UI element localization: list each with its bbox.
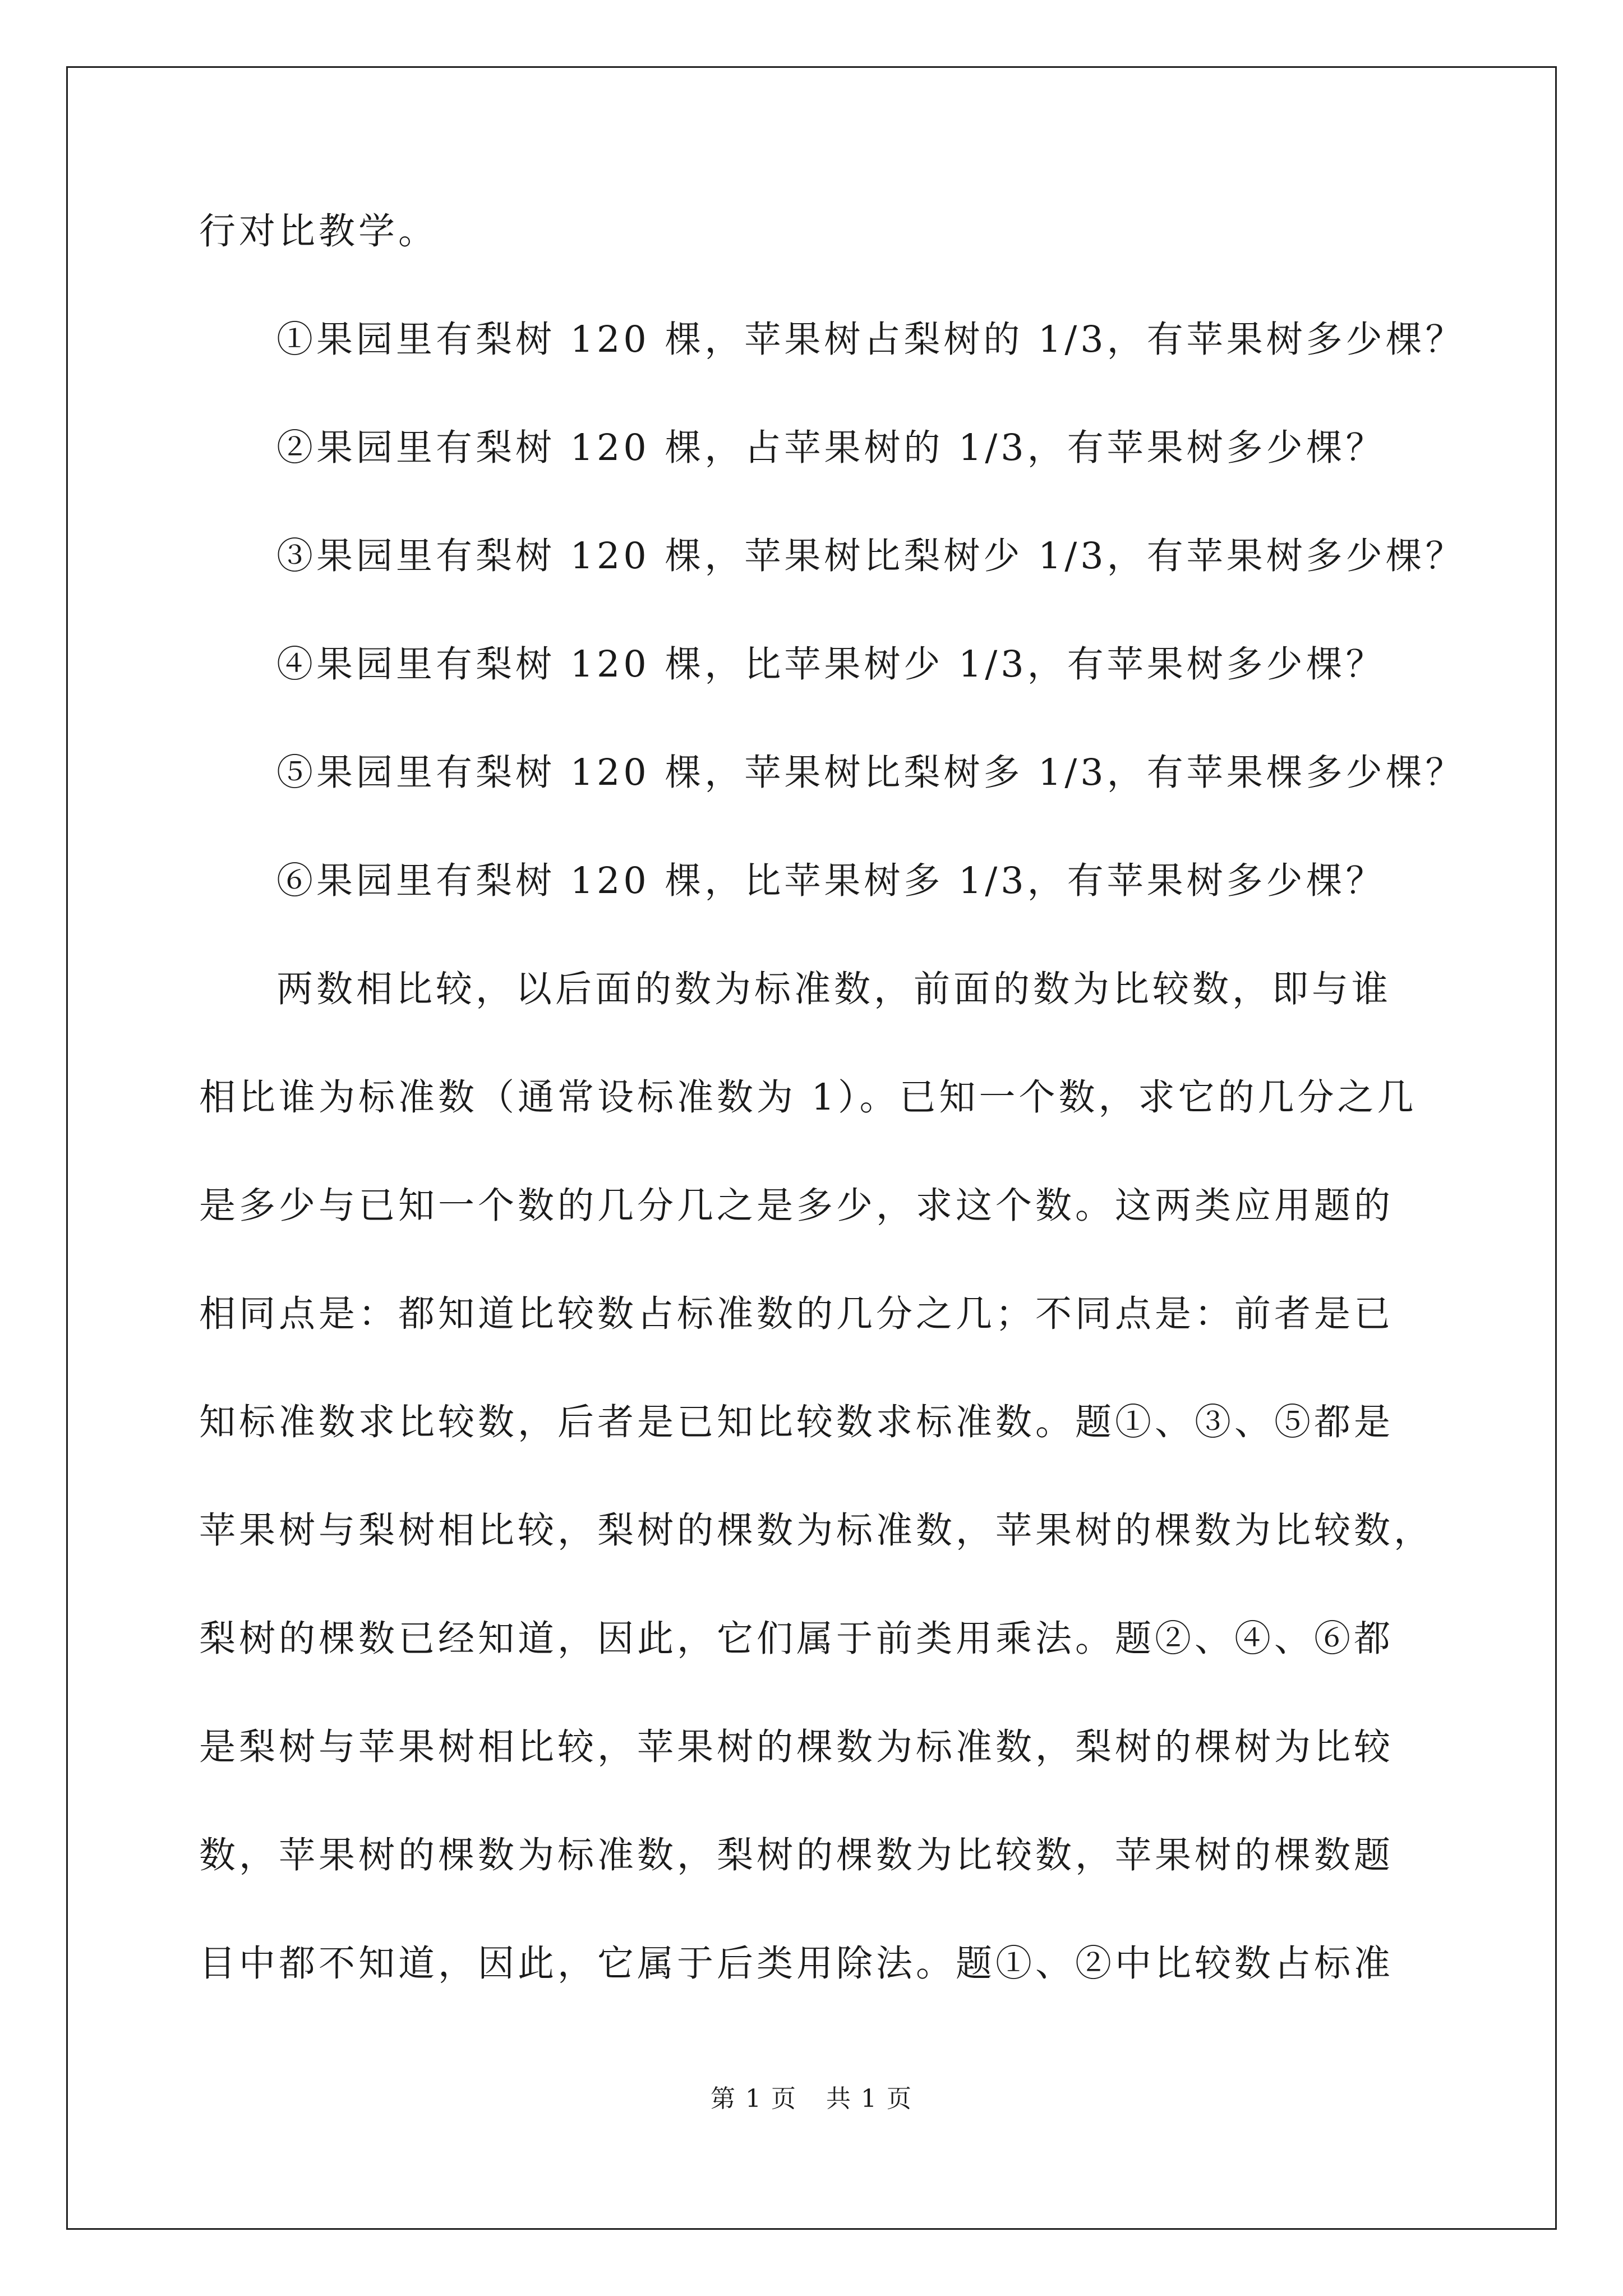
paragraph-line: 两数相比较，以后面的数为标准数，前面的数为比较数，即与谁 bbox=[276, 968, 1392, 1010]
question-1: ①果园里有梨树 120 棵，苹果树占梨树的 1/3，有苹果树多少棵？ bbox=[276, 319, 1465, 361]
page-footer bbox=[0, 2087, 1623, 2111]
question-4: ④果园里有梨树 120 棵，比苹果树少 1/3，有苹果树多少棵？ bbox=[276, 643, 1386, 685]
question-2: ②果园里有梨树 120 棵，占苹果树的 1/3，有苹果树多少棵？ bbox=[276, 427, 1386, 469]
paragraph-line: 梨树的棵数已经知道，因此，它们属于前类用乘法。题②、④、⑥都 bbox=[199, 1618, 1394, 1660]
paragraph-line: 相比谁为标准数（通常设标准数为 1）。已知一个数，求它的几分之几 bbox=[199, 1076, 1417, 1119]
text-line: 行对比教学。 bbox=[199, 210, 439, 252]
question-6: ⑥果园里有梨树 120 棵，比苹果树多 1/3，有苹果树多少棵？ bbox=[276, 860, 1386, 902]
paragraph-line: 是多少与已知一个数的几分几之是多少，求这个数。这两类应用题的 bbox=[199, 1185, 1394, 1227]
paragraph-line: 数，苹果树的棵数为标准数，梨树的棵数为比较数，苹果树的棵数题 bbox=[199, 1834, 1394, 1876]
paragraph-line: 知标准数求比较数，后者是已知比较数求标准数。题①、③、⑤都是 bbox=[199, 1401, 1394, 1443]
question-3: ③果园里有梨树 120 棵，苹果树比梨树少 1/3，有苹果树多少棵？ bbox=[276, 535, 1465, 577]
page-number: 第 1 页 bbox=[711, 2085, 797, 2113]
page-total: 共 1 页 bbox=[826, 2085, 912, 2113]
document-body bbox=[199, 210, 1465, 2054]
question-5: ⑤果园里有梨树 120 棵，苹果树比梨树多 1/3，有苹果棵多少棵？ bbox=[276, 752, 1465, 794]
paragraph-line: 是梨树与苹果树相比较，苹果树的棵数为标准数，梨树的棵树为比较 bbox=[199, 1726, 1394, 1768]
paragraph-line: 相同点是：都知道比较数占标准数的几分之几；不同点是：前者是已 bbox=[199, 1293, 1394, 1335]
paragraph-line: 苹果树与梨树相比较，梨树的棵数为标准数，苹果树的棵数为比较数， bbox=[199, 1510, 1434, 1552]
paragraph-line: 目中都不知道，因此，它属于后类用除法。题①、②中比较数占标准 bbox=[199, 1943, 1394, 1985]
